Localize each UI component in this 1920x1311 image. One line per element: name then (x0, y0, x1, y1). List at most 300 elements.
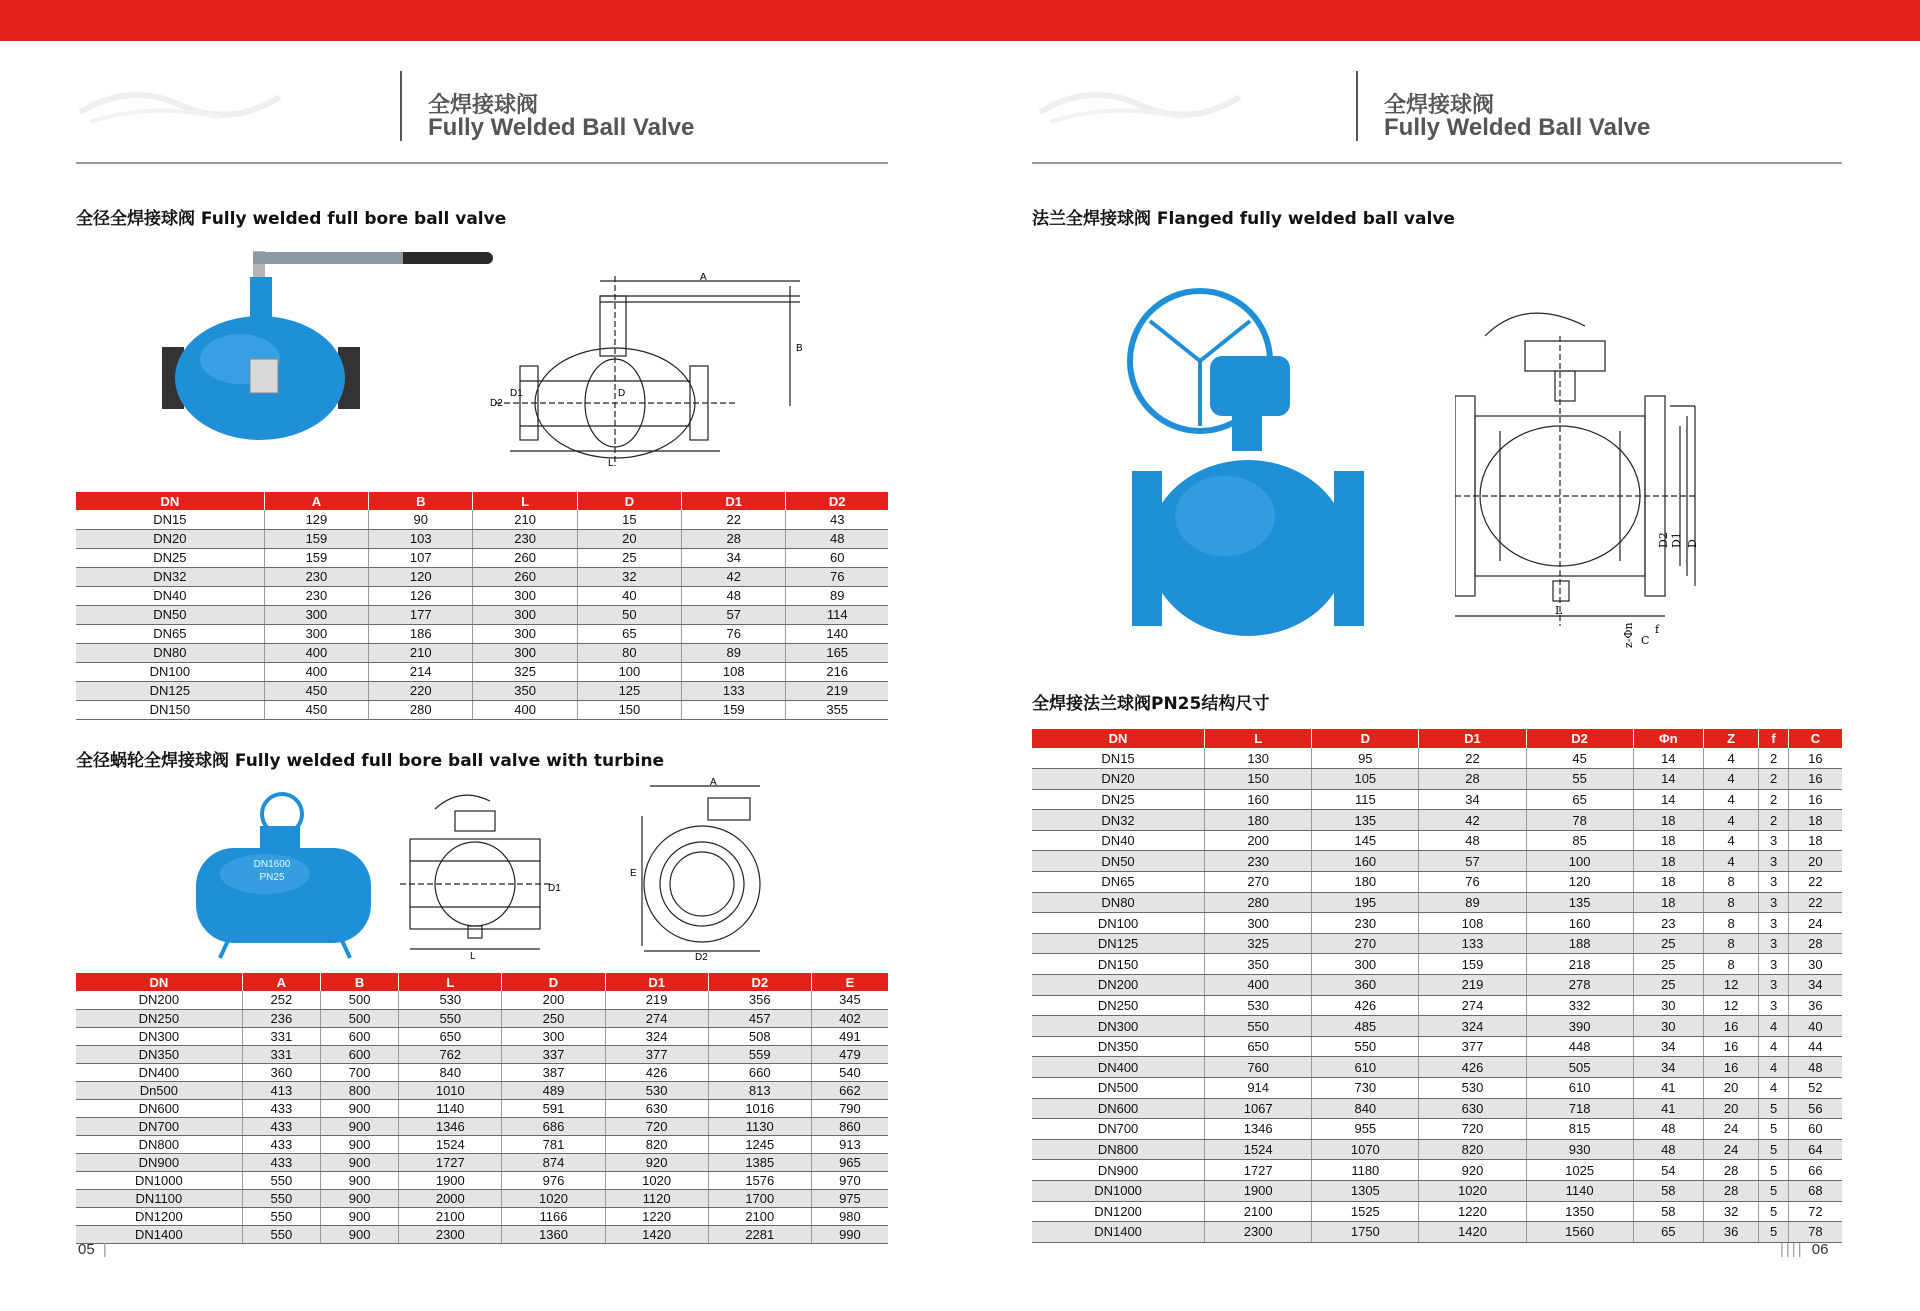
table-cell: 34 (1788, 975, 1842, 996)
column-header: C (1788, 729, 1842, 748)
table-cell: 210 (473, 510, 577, 529)
table-cell: 900 (320, 1153, 398, 1171)
page-number: 05 | (78, 1241, 107, 1258)
table-cell: 450 (264, 700, 368, 719)
table-cell: 8 (1703, 954, 1758, 975)
table-cell: 718 (1526, 1098, 1633, 1119)
page-number-text: 05 (78, 1241, 95, 1258)
table-cell: 976 (502, 1171, 605, 1189)
flanged-valve-drawing (1455, 296, 1745, 671)
table-cell: 18 (1633, 830, 1703, 851)
table-cell: 1524 (1205, 1139, 1312, 1160)
table-cell: 1524 (399, 1135, 502, 1153)
faded-logo-mark (70, 67, 290, 137)
table-cell: 1220 (605, 1207, 708, 1225)
table-cell: 159 (682, 700, 786, 719)
table-cell: 22 (682, 510, 786, 529)
table-cell: 100 (1526, 851, 1633, 872)
table-cell: 195 (1312, 892, 1419, 913)
table-cell: 44 (1788, 1036, 1842, 1057)
table-row (76, 1045, 888, 1063)
table-cell: 325 (1205, 933, 1312, 954)
turbine-spec-table (76, 973, 888, 1244)
table-cell: 550 (1312, 1036, 1419, 1057)
table-cell: 25 (1633, 975, 1703, 996)
table-cell: 52 (1788, 1078, 1842, 1099)
table-cell: 900 (320, 1135, 398, 1153)
table-cell: 840 (1312, 1098, 1419, 1119)
table-cell: DN25 (1032, 789, 1205, 810)
table-cell: 129 (264, 510, 368, 529)
table-cell: 16 (1788, 769, 1842, 790)
table-cell: 300 (264, 624, 368, 643)
table-cell: 5 (1759, 1139, 1788, 1160)
table-cell: 58 (1633, 1180, 1703, 1201)
table-cell: 32 (577, 567, 681, 586)
table-cell: 332 (1526, 995, 1633, 1016)
table-row (76, 624, 888, 643)
table-cell: 15 (577, 510, 681, 529)
section-title-en: Fully welded full bore ball valve (200, 209, 507, 229)
table-cell: 12 (1703, 995, 1758, 1016)
table-cell: 1346 (1205, 1119, 1312, 1140)
left-header (0, 41, 960, 171)
table-cell: 270 (1312, 933, 1419, 954)
table-cell: 610 (1526, 1078, 1633, 1099)
table-cell: DN200 (76, 991, 242, 1009)
table-cell: 274 (1419, 995, 1526, 1016)
table-cell: 56 (1788, 1098, 1842, 1119)
table-cell: Dn500 (76, 1081, 242, 1099)
table-cell: 700 (320, 1063, 398, 1081)
table-row (1032, 995, 1842, 1016)
table-cell: 980 (811, 1207, 888, 1225)
dim-label-l: L (470, 951, 476, 961)
table-cell: 177 (369, 605, 473, 624)
table-row (1032, 1036, 1842, 1057)
table-cell: 500 (320, 991, 398, 1009)
table-cell: 686 (502, 1117, 605, 1135)
table-cell: 8 (1703, 933, 1758, 954)
table-cell: 274 (605, 1009, 708, 1027)
table-cell: 8 (1703, 872, 1758, 893)
table-cell: 200 (502, 991, 605, 1009)
table-cell: 180 (1312, 872, 1419, 893)
table-cell: 48 (786, 529, 888, 548)
table-cell: 60 (1788, 1119, 1842, 1140)
table-cell: DN600 (1032, 1098, 1205, 1119)
table-cell: 913 (811, 1135, 888, 1153)
table-cell: 900 (320, 1207, 398, 1225)
table-cell: 433 (242, 1135, 320, 1153)
column-header: A (264, 492, 368, 510)
table-cell: DN350 (76, 1045, 242, 1063)
column-header: f (1759, 729, 1788, 748)
table-row (76, 529, 888, 548)
table-cell: 16 (1703, 1057, 1758, 1078)
table-cell: 955 (1312, 1119, 1419, 1140)
table-cell: 1020 (605, 1171, 708, 1189)
dim-label-l: L (1555, 604, 1563, 617)
table-cell: 18 (1633, 892, 1703, 913)
table-row (76, 1117, 888, 1135)
section-title-pn25: 全焊接法兰球阀PN25结构尺寸 (1032, 694, 1270, 714)
table-cell: 2 (1759, 769, 1788, 790)
table-cell: 130 (1205, 748, 1312, 769)
page-number-text: 06 (1811, 1241, 1829, 1258)
table-cell: 5 (1759, 1222, 1788, 1243)
column-header: D1 (605, 973, 708, 991)
table-cell: 20 (1788, 851, 1842, 872)
top-red-bar (0, 0, 1920, 41)
table-cell: 300 (473, 643, 577, 662)
table-cell: 1560 (1526, 1222, 1633, 1243)
table-cell: DN80 (76, 643, 264, 662)
section-title-cn: 法兰全焊接球阀 (1032, 209, 1151, 229)
table-row (76, 510, 888, 529)
table-cell: 1025 (1526, 1160, 1633, 1181)
table-cell: DN125 (76, 681, 264, 700)
table-cell: 214 (369, 662, 473, 681)
table-cell: 28 (1419, 769, 1526, 790)
table-cell: 1900 (1205, 1180, 1312, 1201)
table-cell: 5 (1759, 1119, 1788, 1140)
column-header: E (811, 973, 888, 991)
table-cell: 22 (1788, 872, 1842, 893)
table-cell: 762 (399, 1045, 502, 1063)
table-cell: 159 (264, 548, 368, 567)
column-header: L (1205, 729, 1312, 748)
table-row (1032, 1201, 1842, 1222)
table-cell: 108 (682, 662, 786, 681)
table-cell: 550 (1205, 1016, 1312, 1037)
column-header: D1 (1419, 729, 1526, 748)
table-row (76, 1135, 888, 1153)
table-cell: 1346 (399, 1117, 502, 1135)
table-cell: 2300 (1205, 1222, 1312, 1243)
table-cell: 133 (1419, 933, 1526, 954)
dim-label-d2: D2 (1657, 532, 1670, 548)
table-cell: 448 (1526, 1036, 1633, 1057)
table-cell: 350 (473, 681, 577, 700)
table-cell: 300 (502, 1027, 605, 1045)
header-rule (76, 162, 888, 164)
table-cell: DN100 (1032, 913, 1205, 934)
table-row (76, 991, 888, 1009)
table-cell: 550 (242, 1171, 320, 1189)
table-row (1032, 892, 1842, 913)
table-cell: 900 (320, 1117, 398, 1135)
table-cell: 50 (577, 605, 681, 624)
section-title-en: Fully welded full bore ball valve with turbine (234, 751, 665, 771)
table-cell: 1070 (1312, 1139, 1419, 1160)
table-row (1032, 830, 1842, 851)
table-cell: 43 (786, 510, 888, 529)
table-cell: DN125 (1032, 933, 1205, 954)
table-cell: 135 (1526, 892, 1633, 913)
table-cell: 4 (1759, 1036, 1788, 1057)
table-cell: 1067 (1205, 1098, 1312, 1119)
table-cell: 135 (1312, 810, 1419, 831)
table-cell: 1016 (708, 1099, 811, 1117)
table-cell: 2000 (399, 1189, 502, 1207)
table-cell: 8 (1703, 892, 1758, 913)
table-cell: 500 (320, 1009, 398, 1027)
table-cell: 610 (1312, 1057, 1419, 1078)
table-cell: DN25 (76, 548, 264, 567)
table-cell: 324 (605, 1027, 708, 1045)
table-cell: DN40 (1032, 830, 1205, 851)
table-cell: 350 (1205, 954, 1312, 975)
table-cell: 85 (1526, 830, 1633, 851)
table-cell: 426 (1312, 995, 1419, 1016)
table-cell: 78 (1788, 1222, 1842, 1243)
table-cell: 433 (242, 1117, 320, 1135)
section-title-en: Flanged fully welded ball valve (1156, 209, 1455, 229)
table-cell: 377 (1419, 1036, 1526, 1057)
table-cell: DN1400 (1032, 1222, 1205, 1243)
section-title-flanged (1032, 204, 1455, 229)
table-cell: 22 (1419, 748, 1526, 769)
table-cell: 278 (1526, 975, 1633, 996)
table-cell: 1140 (1526, 1180, 1633, 1201)
table-cell: 600 (320, 1045, 398, 1063)
table-cell: 65 (577, 624, 681, 643)
table-cell: 540 (811, 1063, 888, 1081)
table-cell: 20 (1703, 1078, 1758, 1099)
table-cell: DN65 (76, 624, 264, 643)
table-cell: 200 (1205, 830, 1312, 851)
table-cell: 16 (1788, 789, 1842, 810)
table-cell: 3 (1759, 954, 1788, 975)
table-cell: 4 (1703, 769, 1758, 790)
table-cell: 965 (811, 1153, 888, 1171)
column-header: D2 (1526, 729, 1633, 748)
table-cell: 3 (1759, 830, 1788, 851)
table-cell: DN1000 (76, 1171, 242, 1189)
table-cell: 57 (1419, 851, 1526, 872)
header-rule (1032, 162, 1842, 164)
table-cell: 630 (1419, 1098, 1526, 1119)
table-cell: DN80 (1032, 892, 1205, 913)
table-cell: 20 (577, 529, 681, 548)
column-header: B (320, 973, 398, 991)
table-cell: 89 (786, 586, 888, 605)
table-cell: DN300 (76, 1027, 242, 1045)
turbine-valve-side-drawing (400, 781, 570, 961)
table-cell: DN100 (76, 662, 264, 681)
header-divider (400, 71, 402, 141)
table-cell: 40 (1788, 1016, 1842, 1037)
table-cell: 2300 (399, 1225, 502, 1243)
table-row (1032, 1119, 1842, 1140)
table-cell: 25 (1633, 933, 1703, 954)
table-cell: 331 (242, 1027, 320, 1045)
table-cell: DN400 (76, 1063, 242, 1081)
dim-label-b: B (796, 343, 803, 354)
table-cell: 530 (605, 1081, 708, 1099)
dim-label-a: A (710, 777, 717, 788)
table-cell: DN32 (76, 567, 264, 586)
table-cell: 4 (1703, 810, 1758, 831)
dim-label-c: C (1641, 634, 1650, 647)
faded-logo-mark (1030, 67, 1250, 137)
dim-label-d2: D2 (490, 398, 503, 409)
table-cell: 45 (1526, 748, 1633, 769)
table-cell: 360 (242, 1063, 320, 1081)
table-cell: 914 (1205, 1078, 1312, 1099)
table-cell: 76 (786, 567, 888, 586)
table-cell: 18 (1788, 810, 1842, 831)
table-cell: DN600 (76, 1099, 242, 1117)
table-cell: 219 (786, 681, 888, 700)
table-row (76, 586, 888, 605)
photo-label-pressure: PN25 (259, 872, 285, 883)
table-cell: 270 (1205, 872, 1312, 893)
table-cell: DN1200 (1032, 1201, 1205, 1222)
table-cell: 60 (786, 548, 888, 567)
table-cell: 820 (605, 1135, 708, 1153)
table-cell: 236 (242, 1009, 320, 1027)
header-title-en: Fully Welded Ball Valve (428, 114, 695, 141)
table-cell: 3 (1759, 892, 1788, 913)
table-cell: 145 (1312, 830, 1419, 851)
table-cell: 1020 (1419, 1180, 1526, 1201)
table-cell: 1245 (708, 1135, 811, 1153)
table-cell: 325 (473, 662, 577, 681)
table-cell: 1420 (605, 1225, 708, 1243)
table-cell: 1420 (1419, 1222, 1526, 1243)
table-cell: 90 (369, 510, 473, 529)
table-cell: 159 (264, 529, 368, 548)
table-cell: 3 (1759, 872, 1788, 893)
full-bore-valve-photo (150, 241, 500, 461)
table-cell: 1350 (1526, 1201, 1633, 1222)
table-cell: 300 (473, 605, 577, 624)
table-cell: 28 (1703, 1160, 1758, 1181)
table-cell: 16 (1703, 1016, 1758, 1037)
table-cell: 559 (708, 1045, 811, 1063)
table-cell: 115 (1312, 789, 1419, 810)
table-cell: 1220 (1419, 1201, 1526, 1222)
table-cell: 900 (320, 1189, 398, 1207)
table-cell: 600 (320, 1027, 398, 1045)
column-header: D2 (708, 973, 811, 991)
table-cell: 3 (1759, 995, 1788, 1016)
table-cell: 95 (1312, 748, 1419, 769)
table-cell: 48 (1419, 830, 1526, 851)
table-cell: 42 (682, 567, 786, 586)
table-cell: DN1000 (1032, 1180, 1205, 1201)
table-cell: DN50 (76, 605, 264, 624)
table-row (1032, 1139, 1842, 1160)
table-cell: 324 (1419, 1016, 1526, 1037)
header-title-cn: 全焊接球阀 (428, 93, 539, 118)
section-title-turbine (76, 746, 664, 771)
table-cell: 24 (1703, 1139, 1758, 1160)
table-cell: 550 (242, 1189, 320, 1207)
table-cell: 505 (1526, 1057, 1633, 1078)
table-cell: 3 (1759, 975, 1788, 996)
table-row (1032, 933, 1842, 954)
table-cell: 165 (786, 643, 888, 662)
table-row (1032, 1016, 1842, 1037)
table-row (76, 1171, 888, 1189)
dim-label-d2: D2 (695, 952, 708, 961)
dim-label-d: D (1686, 539, 1699, 548)
table-cell: DN20 (1032, 769, 1205, 790)
table-cell: 650 (399, 1027, 502, 1045)
table-cell: DN900 (76, 1153, 242, 1171)
table-cell: 180 (1205, 810, 1312, 831)
table-cell: DN1100 (76, 1189, 242, 1207)
table-cell: 36 (1703, 1222, 1758, 1243)
table-cell: 230 (264, 567, 368, 586)
table-cell: 34 (1633, 1057, 1703, 1078)
table-cell: 30 (1633, 1016, 1703, 1037)
column-header: Φn (1633, 729, 1703, 748)
table-cell: 377 (605, 1045, 708, 1063)
table-cell: 107 (369, 548, 473, 567)
table-cell: 874 (502, 1153, 605, 1171)
table-row (1032, 1180, 1842, 1201)
table-cell: 120 (369, 567, 473, 586)
table-row (76, 1225, 888, 1243)
column-header: Z (1703, 729, 1758, 748)
table-cell: 433 (242, 1153, 320, 1171)
column-header: L (399, 973, 502, 991)
table-cell: 18 (1633, 872, 1703, 893)
table-row (76, 548, 888, 567)
table-row (1032, 913, 1842, 934)
table-cell: 550 (242, 1207, 320, 1225)
table-cell: 660 (708, 1063, 811, 1081)
column-header: D1 (682, 492, 786, 510)
table-cell: 280 (369, 700, 473, 719)
table-cell: 3 (1759, 933, 1788, 954)
left-page (0, 41, 960, 1311)
table-row (1032, 1078, 1842, 1099)
table-row (76, 681, 888, 700)
table-cell: DN40 (76, 586, 264, 605)
table-cell: 14 (1633, 769, 1703, 790)
table-cell: 400 (473, 700, 577, 719)
table-cell: 30 (1633, 995, 1703, 1016)
table-cell: 150 (577, 700, 681, 719)
table-cell: DN400 (1032, 1057, 1205, 1078)
table-row (76, 1153, 888, 1171)
flanged-valve-photo (1120, 286, 1390, 646)
table-cell: DN300 (1032, 1016, 1205, 1037)
table-cell: 22 (1788, 892, 1842, 913)
table-cell: 550 (399, 1009, 502, 1027)
table-cell: 2 (1759, 748, 1788, 769)
table-cell: 390 (1526, 1016, 1633, 1037)
table-row (1032, 975, 1842, 996)
table-cell: 89 (682, 643, 786, 662)
table-row (76, 1063, 888, 1081)
table-cell: 32 (1703, 1201, 1758, 1222)
table-cell: 920 (1419, 1160, 1526, 1181)
table-cell: 2100 (708, 1207, 811, 1225)
table-cell: 2 (1759, 810, 1788, 831)
table-cell: 126 (369, 586, 473, 605)
table-cell: 28 (1703, 1180, 1758, 1201)
table-cell: 650 (1205, 1036, 1312, 1057)
turbine-valve-photo (190, 786, 380, 961)
table-cell: DN65 (1032, 872, 1205, 893)
table-row (76, 1189, 888, 1207)
